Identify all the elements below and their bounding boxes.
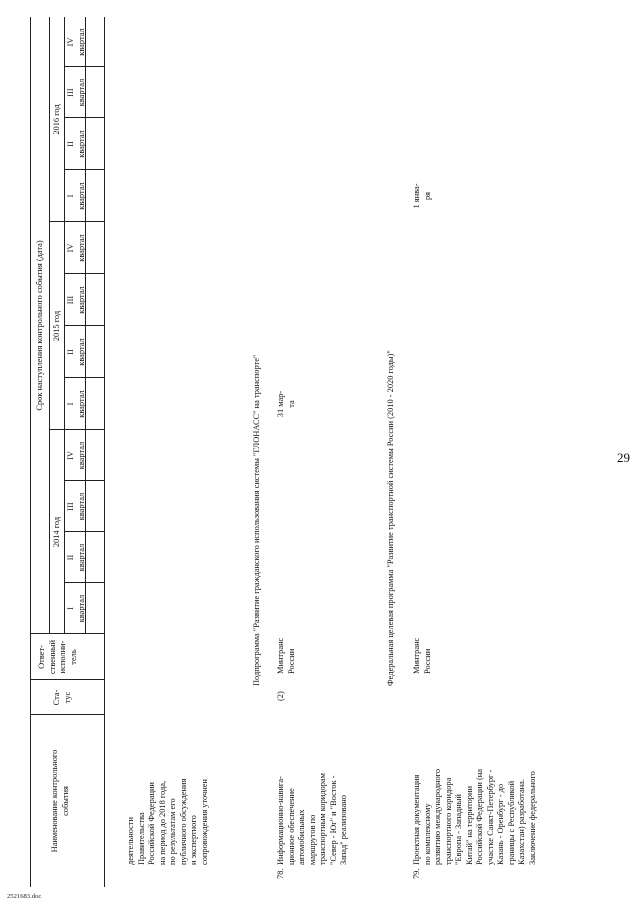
year-2016: 2016 год [52, 104, 61, 135]
quarter-cell: III квартал [66, 492, 86, 521]
footer-doc-id: 2521683.doc [7, 893, 42, 900]
header-responsible: Ответ- ственный исполни- тель [37, 639, 78, 675]
responsible-value: Минтранс России [276, 637, 296, 674]
quarter-cell: II квартал [66, 130, 86, 158]
status-value: (2) [276, 691, 285, 701]
continuation-text: деятельности Правительства Российской Федерации на период до 2018 года, по результатам его публичного обсуждения и экспертного сопровождения уточнен [126, 778, 209, 865]
row-number: 78. [276, 868, 285, 879]
year-2014: 2014 год [52, 516, 61, 548]
event-description: Проектная документация по комплексному развитию международного транспортного коридора "Европа - Западный Китай" на территории Российской Федерации (на участке Санкт-Петербург - Казань - Оренбург - до границы с Республикой Казахстан) разработана. Заключение федерального [412, 768, 537, 865]
responsible-value: Минтранс России [412, 637, 432, 674]
table-top-border [30, 17, 31, 887]
header-status: Ста- тус [52, 689, 72, 706]
header-bottom-rule [104, 17, 105, 887]
quarter-cell: I квартал [66, 390, 86, 418]
header-deadline: Срок наступления контрольного события (дата) [35, 240, 44, 411]
quarter-cell: III квартал [66, 286, 86, 314]
header-event-name: Наименование контрольного события [50, 749, 70, 853]
subprogram-heading: Подпрограмма "Развитие гражданского использования системы "ГЛОНАСС" на транспорте" [252, 354, 261, 686]
quarter-cell: II квартал [66, 543, 86, 572]
quarter-cell: IV квартал [66, 441, 86, 470]
quarter-cell: I квартал [66, 182, 86, 210]
quarter-cell: I квартал [66, 594, 86, 623]
quarter-cell: IV квартал [66, 234, 86, 262]
deadline-value: 1 янва- ря [412, 183, 432, 209]
quarter-cell: II квартал [66, 338, 86, 366]
quarter-cell: III квартал [66, 78, 86, 107]
year-2015: 2015 год [52, 310, 61, 342]
page-number: 29 [617, 450, 630, 465]
deadline-header-rule [49, 17, 50, 634]
quarter-cell: IV квартал [66, 28, 86, 56]
row-number: 79. [412, 868, 421, 879]
program-heading: Федеральная целевая программа "Развитие транспортной системы России (2010 - 2020 годы)" [386, 350, 395, 686]
event-description: Информационно-навига- ционное обеспечение автомобильных маршрутов по транспортным коридорам "Север - Юг" и "Восток - Запад" реализовано [276, 773, 348, 865]
deadline-value: 31 мар- та [276, 390, 296, 418]
